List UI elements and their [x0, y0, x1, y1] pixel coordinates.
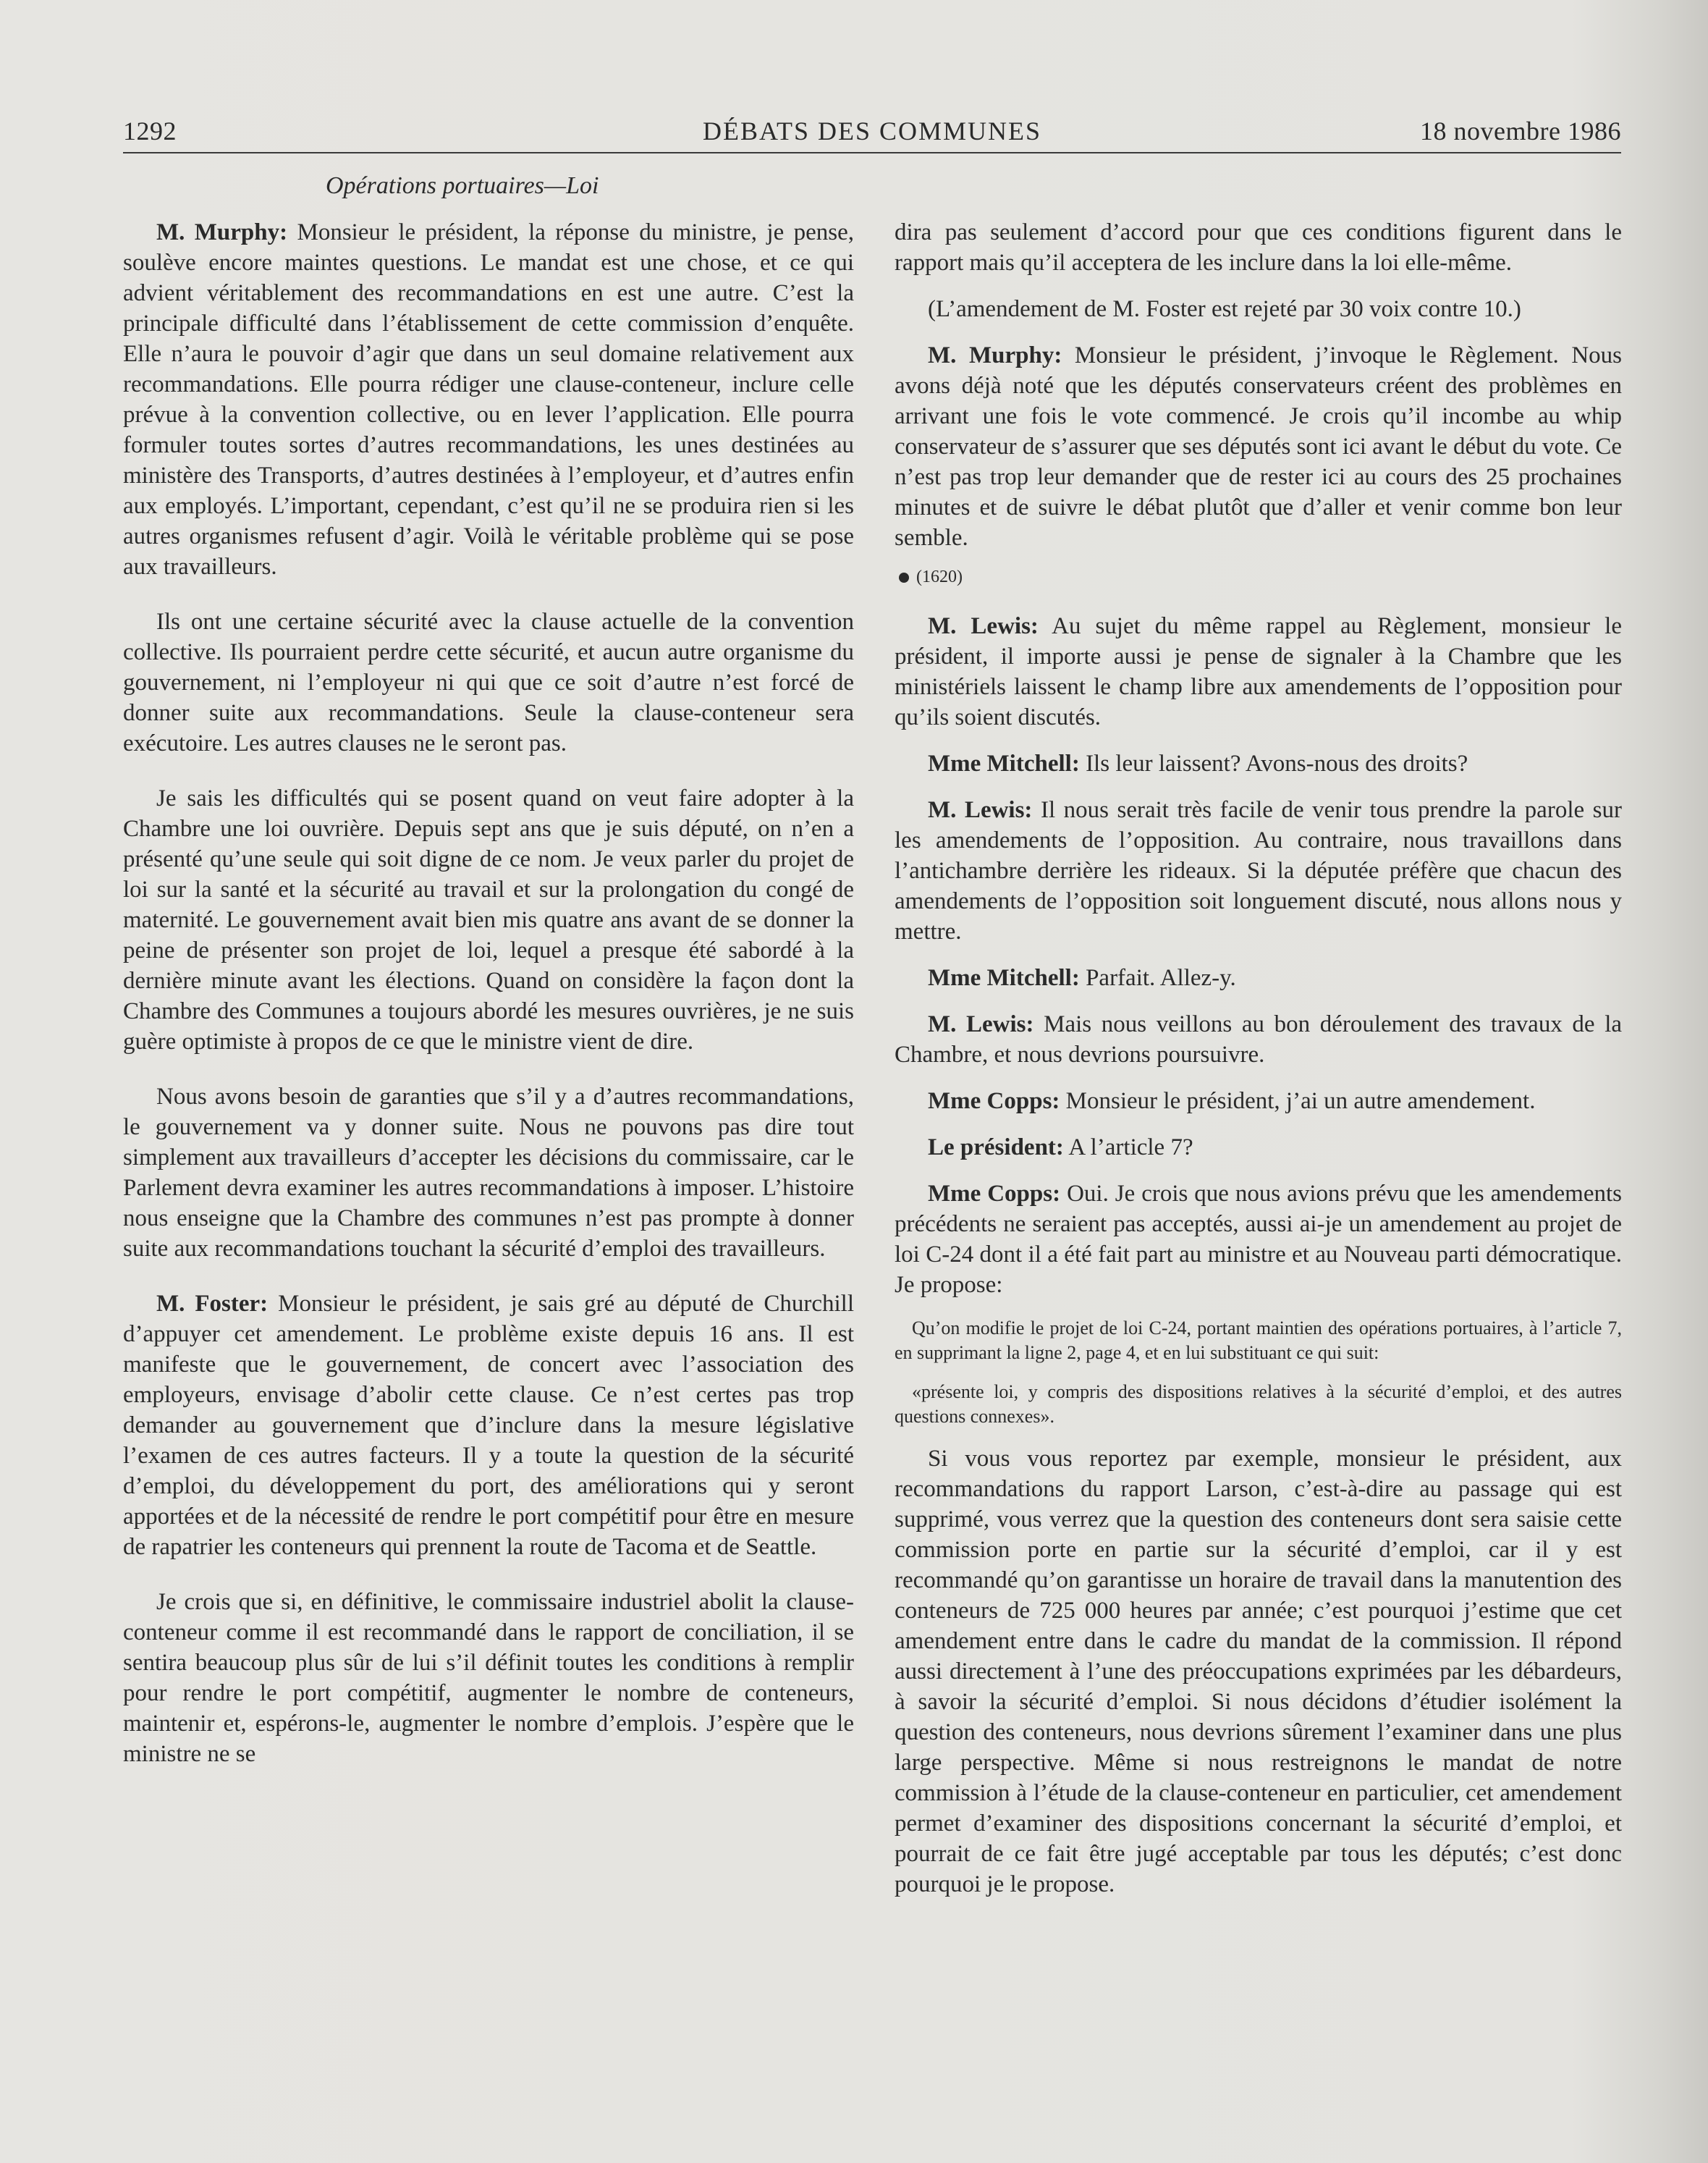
paragraph	[123, 1587, 854, 1769]
paragraph	[895, 217, 1622, 278]
paragraph	[123, 783, 854, 1057]
paragraph-text: dira pas seulement d’accord pour que ces conditions figurent dans le rapport mais qu’il acceptera de les inclure dans la loi elle-même.	[895, 219, 1622, 276]
right-column	[895, 217, 1622, 1924]
paragraph-text: Je crois que si, en définitive, le commissaire industriel abolit la clause-conteneur comme il est recommandé dans le rapport de conciliation, il se sentira beaucoup plus sûr de lui s’il définit toutes les conditions à remplir pour rendre le port compétitif, augmenter le nombre de conteneurs, maintenir et, espérons-le, augmenter le nombre d’emplois. J’espère que le ministre ne se	[123, 1589, 854, 1767]
paragraph	[895, 963, 1622, 993]
speaker-name: Mme Mitchell:	[928, 751, 1080, 777]
paragraph-text: Si vous vous reportez par exemple, monsieur le président, aux recommandations du rapport Larson, c’est-à-dire au passage qui est supprimé, vous verrez que la question des conteneurs dont sera saisie cette commission porte en partie sur la sécurité d’emploi, car il y est recommandé qu’on garantisse un horaire de travail dans la manutention des conteneurs de 725 000 heures par année; c’est pourquoi j’estime que cet amendement entre dans le cadre du mandat de la commission. Il répond aussi directement à l’une des préoccupations exprimées par les débardeurs, à savoir la sécurité d’emploi. Si nous décidons d’étudier isolément la question des conteneurs, nous devrions sûrement l’examiner dans une plus large perspective. Même si nous restreignons le mandat de notre commission à l’étude de la clause-conteneur en particulier, cet amendement permet d’examiner des dispositions concernant la sécurité d’emploi, et pourrait de ce fait être jugé acceptable par tous les députés; c’est donc pourquoi je le propose.	[895, 1446, 1622, 1897]
paragraph	[123, 1082, 854, 1264]
header-rule	[123, 152, 1621, 153]
paragraph	[895, 795, 1622, 947]
speaker-name: Mme Copps:	[928, 1088, 1060, 1114]
speaker-name: Le président:	[928, 1134, 1064, 1160]
motion-quote: «présente loi, y compris des dispositions relatives à la sécurité d’emploi, et des autres questions connexes».	[895, 1381, 1622, 1427]
timestamp	[895, 562, 1622, 592]
paragraph-text: Mais nous veillons au bon déroulement des travaux de la Chambre, et nous devrions poursuivre.	[895, 1011, 1623, 1068]
paragraph-text: Oui. Je crois que nous avions prévu que les amendements précédents ne seraient pas acceptés, aussi ai-je un amendement au projet de loi C-24 dont il a été fait part au ministre et au Nouveau parti démocratique. Je propose:	[895, 1181, 1622, 1298]
paragraph	[123, 1289, 854, 1562]
paragraph	[123, 607, 854, 759]
paragraph-text: Monsieur le président, j’invoque le Règlement. Nous avons déjà noté que les députés conservateurs créent des problèmes en arrivant une fois le vote commencé. Je crois qu’il incombe au whip conservateur de s’assurer que ses députés sont ici avant le début du vote. Ce n’est pas trop leur demander que de rester ici au cours des 25 prochaines minutes et de suivre le débat plutôt que d’aller et venir comme bon leur semble.	[895, 342, 1622, 551]
speaker-name: M. Lewis:	[928, 797, 1033, 823]
paragraph	[895, 340, 1622, 553]
paragraph-text: Parfait. Allez-y.	[1086, 965, 1236, 991]
speaker-name: M. Lewis:	[928, 1011, 1034, 1037]
paragraph	[895, 749, 1622, 779]
speaker-name: M. Murphy:	[156, 219, 288, 245]
paragraph-text: Nous avons besoin de garanties que s’il y a d’autres recommandations, le gouvernement va y donner suite. Nous ne pouvons pas dire tout simplement aux travailleurs d’accepter les décisions du commissaire, car le Parlement devra examiner les autres recommandations à imposer. L’histoire nous enseigne que la Chambre des communes n’est pas prompte à donner suite aux recommandations touchant la sécurité d’emploi des travailleurs.	[123, 1084, 854, 1262]
paragraph	[123, 217, 854, 582]
paragraph	[895, 1086, 1622, 1116]
paragraph-text: Je sais les difficultés qui se posent quand on veut faire adopter à la Chambre une loi ouvrière. Depuis sept ans que je suis député, on n’en a présenté qu’une seule qui soit digne de ce nom. Je veux parler du projet de loi sur la santé et la sécurité au travail et sur la prolongation du congé de maternité. Le gouvernement avait bien mis quatre ans avant de se donner la peine de présenter son projet de loi, lequel a presque été sabordé à la dernière minute avant les élections. Quand on considère la façon dont la Chambre des Communes a toujours abordé les mesures ouvrières, je ne suis guère optimiste à propos de ce que le ministre vient de dire.	[123, 785, 854, 1055]
speaker-name: M. Foster:	[156, 1291, 269, 1317]
paragraph-text: Il nous serait très facile de venir tous prendre la parole sur les amendements de l’opposition. Au contraire, nous travaillons dans l’antichambre derrière les rideaux. Si la députée préfère que chacun des amendements de l’opposition soit longuement discuté, nous allons nous y mettre.	[895, 797, 1622, 945]
paragraph-text: Monsieur le président, je sais gré au député de Churchill d’appuyer cet amendement. Le problème existe depuis 16 ans. Il est manifeste que le gouvernement, de concert avec l’association des employeurs, envisage d’abolir cette clause. Ce n’est certes pas trop demander au gouvernement que d’inclure dans la mesure législative l’examen de ces autres facteurs. Il y a toute la question de la sécurité d’emploi, du développement du port, des améliorations qui y seront apportées et de la nécessité de rendre le port compétitif pour être en mesure de rapatrier les conteneurs qui prennent la route de Tacoma et de Seattle.	[123, 1291, 854, 1560]
publication-date: 18 novembre 1986	[1420, 117, 1621, 146]
left-column	[123, 217, 854, 1794]
paragraph-text: Au sujet du même rappel au Règlement, monsieur le président, il importe aussi je pense de signaler à la Chambre que les ministériels laissent le champ libre aux amendements de l’opposition pour qu’ils soient discutés.	[895, 613, 1622, 730]
motion-text: Qu’on modifie le projet de loi C-24, portant maintien des opérations portuaires, à l’article 7, en supprimant la ligne 2, page 4, et en lui substituant ce qui suit:	[895, 1317, 1622, 1363]
paragraph-text: A l’article 7?	[1068, 1134, 1193, 1160]
speaker-name: Mme Copps:	[928, 1181, 1061, 1207]
paragraph	[895, 1132, 1622, 1163]
speaker-name: M. Murphy:	[928, 342, 1062, 368]
bullet-icon	[899, 573, 909, 583]
paragraph	[895, 1443, 1622, 1900]
speaker-name: M. Lewis:	[928, 613, 1039, 639]
paragraph	[895, 1179, 1622, 1300]
paragraph	[895, 1009, 1622, 1070]
section-subtitle: Opérations portuaires—Loi	[326, 172, 599, 199]
speaker-name: Mme Mitchell:	[928, 965, 1080, 991]
paragraph-text: Monsieur le président, la réponse du ministre, je pense, soulève encore maintes questions. Le mandat est une chose, et ce qui advient véritablement des recommandations en est une autre. C’est la principale difficulté dans l’établissement de cette commission d’enquête. Elle n’aura le pouvoir d’agir que dans un seul domaine relativement aux recommandations. Elle pourra rédiger une clause-conteneur, inclure celle prévue à la convention collective, ou en lever l’application. Elle pourra formuler toutes sortes d’autres recommandations, les unes destinées au ministère des Transports, d’autres destinées à l’employeur, et d’autres enfin aux employés. L’important, cependant, c’est qu’il ne se produira rien si les autres organismes refusent d’agir. Voilà le véritable problème qui se pose aux travailleurs.	[123, 219, 854, 580]
timestamp-text: (1620)	[916, 568, 963, 586]
paragraph-text: Monsieur le président, j’ai un autre amendement.	[1065, 1088, 1536, 1114]
page-header	[123, 116, 1621, 152]
paragraph-text: Ils ont une certaine sécurité avec la clause actuelle de la convention collective. Ils pourraient perdre cette sécurité, et aucun autre organisme du gouvernement, ni l’employeur ni qui que ce soit d’autre n’est forcé de donner suite aux recommandations. Seule la clause-conteneur sera exécutoire. Les autres clauses ne le seront pas.	[123, 609, 854, 756]
publication-title: DÉBATS DES COMMUNES	[702, 117, 1042, 146]
paragraph-text: Ils leur laissent? Avons-nous des droits?	[1086, 751, 1468, 777]
paragraph-text: (L’amendement de M. Foster est rejeté par 30 voix contre 10.)	[928, 296, 1521, 322]
page-number: 1292	[123, 117, 177, 146]
vote-result	[895, 294, 1622, 324]
paragraph	[895, 611, 1622, 733]
